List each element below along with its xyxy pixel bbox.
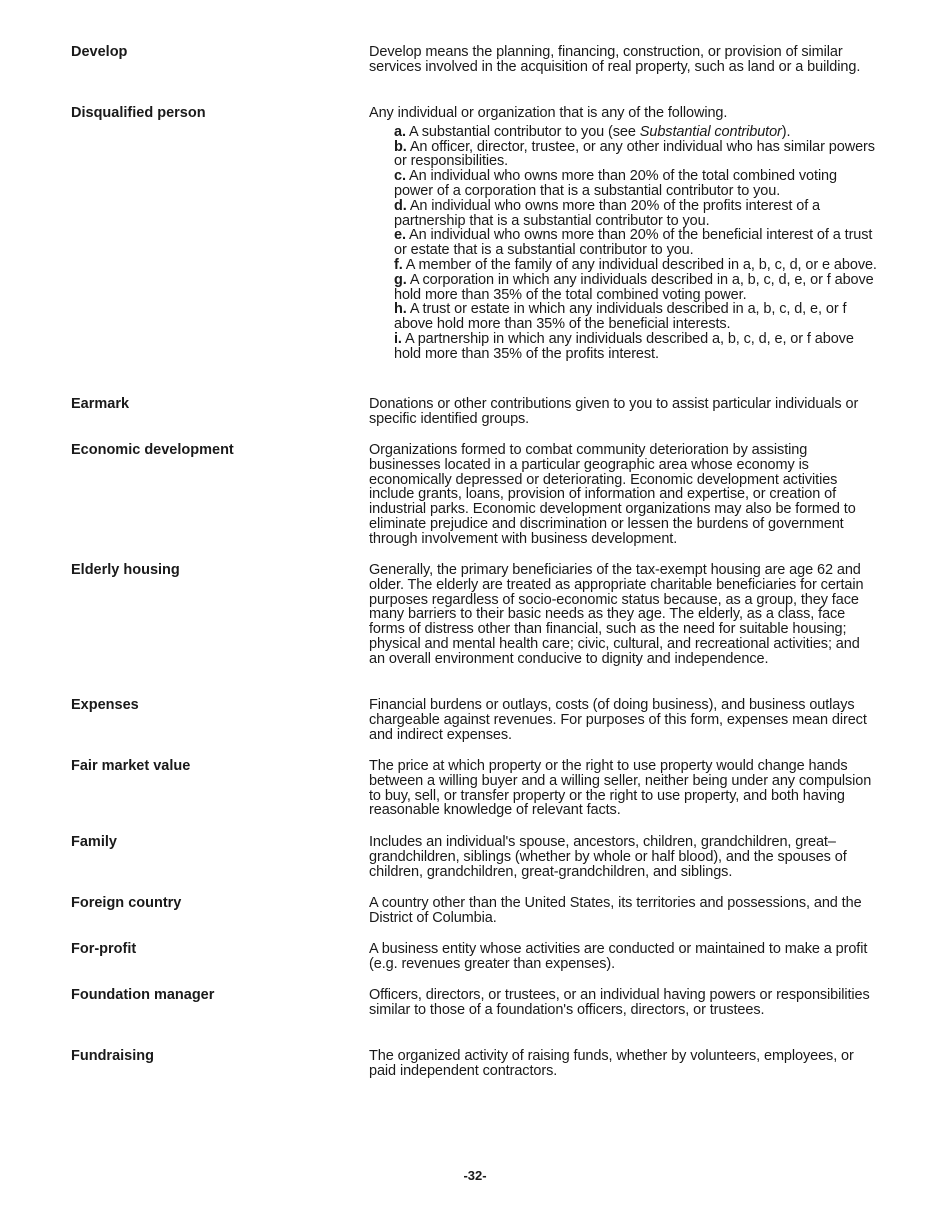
item-letter: c. [394,168,406,185]
item-letter: f. [394,256,403,273]
glossary-term: Expenses [71,697,139,713]
item-text: An individual who owns more than 20% of the total combined voting power of a corporation that is a substantial contributor to you. [394,168,837,199]
glossary-term: Economic development [71,442,234,458]
glossary-term: Earmark [71,396,130,412]
glossary-definition [369,759,879,818]
glossary-definition [369,397,879,427]
list-item [394,302,879,332]
definition-text: A country other than the United States, its territories and possessions, and the District of Columbia. [369,895,862,926]
item-italic-reference: Substantial contributor [639,123,782,140]
glossary-term: Develop [71,44,128,60]
definition-text: A business entity whose activities are conducted or maintained to make a profit (e.g. revenues greater than expenses). [369,941,868,972]
glossary-definition [369,45,879,75]
glossary-term: Foundation manager [71,987,215,1003]
glossary-definition [369,563,879,667]
glossary-term: Elderly housing [71,562,180,578]
list-item [394,169,879,199]
item-text: An individual who owns more than 20% of the beneficial interest of a trust or estate that is a substantial contributor to you. [394,227,873,259]
item-text: A trust or estate in which any individuals described in a, b, c, d, e, or f above hold more than 35% of the beneficial interests. [394,301,847,333]
list-item [394,258,879,273]
glossary-term: Family [71,834,117,850]
list-item [394,228,879,258]
item-letter: b. [394,138,407,155]
item-text: A corporation in which any individuals described in a, b, c, d, e, or f above hold more than 35% of the total combined voting power. [394,271,874,303]
definition-text: The price at which property or the right to use property would change hands between a willing buyer and a willing seller, neither being under any compulsion to buy, sell, or transfer property or the right to use property, and both having reasonable knowledge of relevant facts. [369,758,872,819]
item-text: A member of the family of any individual described in a, b, c, d, or e above. [402,256,877,273]
definition-text: Any individual or organization that is any of the following. [369,105,728,121]
glossary-definition [369,443,879,547]
item-text-end: ). [781,123,791,140]
item-letter: d. [394,197,407,214]
list-item [394,125,879,140]
glossary-term: Fundraising [71,1048,154,1064]
disqualified-person-list [394,125,879,362]
definition-text: The organized activity of raising funds, whether by volunteers, employees, or paid independent contractors. [369,1048,854,1079]
definition-text: Organizations formed to combat community deterioration by assisting businesses located in a particular geographic area whose economy is economically depressed or deteriorating. Economic development activities include grants, loans, provision of information and expertise, or creation of industrial parks. Economic development organizations may also be formed to eliminate prejudice and discrimination or lessen the burdens of government through involvement with business development. [369,442,856,547]
glossary-definition [369,942,879,972]
definition-text: Donations or other contributions given to you to assist particular individuals or specific identified groups. [369,396,859,427]
item-letter: a. [394,123,406,140]
item-letter: g. [394,271,407,288]
definition-text: Includes an individual's spouse, ancestors, children, grandchildren, great–grandchildren, siblings (whether by whole or half blood), and the spouses of children, grandchildren, great-grandchildren, and siblings. [369,834,847,880]
item-text: An individual who owns more than 20% of the profits interest of a partnership that is a substantial contributor to you. [394,197,821,229]
definition-text: Financial burdens or outlays, costs (of doing business), and business outlays chargeable against revenues. For purposes of this form, expenses mean direct and indirect expenses. [369,697,867,743]
glossary-definition [369,106,879,362]
list-item [394,140,879,170]
definition-text: Officers, directors, or trustees, or an individual having powers or responsibilities similar to those of a foundation's officers, directors, or trustees. [369,987,870,1018]
glossary-term: Fair market value [71,758,191,774]
glossary-definition [369,698,879,742]
item-text: A substantial contributor to you (see [405,123,640,140]
list-item [394,199,879,229]
definition-text: Generally, the primary beneficiaries of the tax-exempt housing are age 62 and older. The elderly are treated as appropriate charitable beneficiaries for certain purposes regardless of socio-economic status because, as a group, they face many barriers to their basic needs as they age. The elderly, as a class, face forms of distress other than financial, such as the need for suitable housing; physical and mental health care; civic, cultural, and recreational activities; and an overall environment conducive to dignity and independence. [369,562,864,667]
item-letter: h. [394,301,407,318]
glossary-definition [369,1049,879,1079]
definition-text: Develop means the planning, financing, construction, or provision of similar services involved in the acquisition of real property, such as land or a building. [369,44,861,75]
glossary-term: Disqualified person [71,105,206,121]
item-letter: i. [394,330,402,347]
glossary-term: Foreign country [71,895,182,911]
item-text: An officer, director, trustee, or any other individual who has similar powers or responsibilities. [394,138,875,170]
glossary-term: For-profit [71,941,137,957]
item-text: A partnership in which any individuals described a, b, c, d, e, or f above hold more than 35% of the profits interest. [394,330,854,362]
glossary-definition [369,896,879,926]
list-item [394,273,879,303]
list-item [394,332,879,362]
page-number: -32- [463,1168,487,1183]
glossary-definition [369,835,879,879]
item-letter: e. [394,227,406,244]
glossary-definition [369,988,879,1018]
